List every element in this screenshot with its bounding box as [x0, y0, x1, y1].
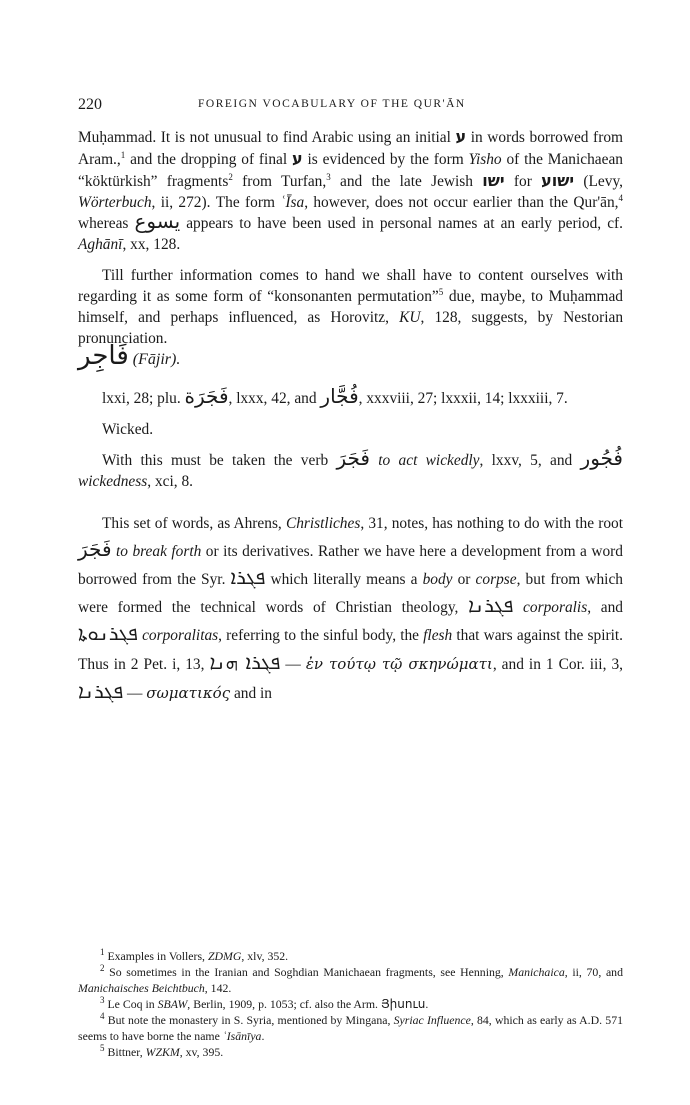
- syriac-word: ܦܓܪܐ: [230, 565, 266, 589]
- greek-word: σωματικός: [146, 684, 231, 702]
- running-header: [78, 96, 623, 126]
- headword-arabic: فَاجِر: [78, 341, 129, 371]
- arabic-word: فُجُور: [580, 446, 623, 470]
- meaning-line: Wicked.: [102, 421, 154, 438]
- footnotes: [78, 948, 623, 1060]
- footnote-ref-4[interactable]: 4: [618, 192, 623, 203]
- entry-headword: [78, 341, 623, 371]
- arabic-word: فَجَرَ: [78, 537, 112, 561]
- footnote-1: $^1$ Examples in Vollers, ZDMG, xlv, 352.: [100, 947, 289, 963]
- arabic-word: فَجَرَ: [336, 446, 370, 470]
- body-text: [78, 126, 623, 708]
- armenian-word: Յիսուս: [380, 997, 426, 1011]
- footnote-2: $^2$ So sometimes in the Iranian and Soghdian Manichaean fragments, see Henning, Manichaica, ii, 70, and Manichaisches Beichtbuch, 142.: [78, 963, 623, 995]
- greek-phrase: ἐν τούτῳ τῷ σκηνώματι: [305, 655, 493, 673]
- page-number: 220: [78, 96, 102, 113]
- paragraph-2: Till further information comes to hand we shall have to content ourselves with regarding it as some form of “konsonanten permutation”$^5$ due, maybe, to Muḥammad himself, and perhaps influenced, as Horovitz, KU, 128, suggests, by Nestorian pronunciation.: [78, 267, 624, 347]
- footnote-ref-1[interactable]: 1: [120, 149, 126, 160]
- hebrew-word: ישוע: [541, 171, 575, 190]
- running-title: FOREIGN VOCABULARY OF THE QUR'ĀN: [198, 98, 466, 110]
- arabic-word: يسوع: [134, 209, 181, 233]
- footnote-3: $^3$ Le Coq in SBAW, Berlin, 1909, p. 1053; cf. also the Arm. Յիսուս.: [100, 995, 429, 1011]
- paragraph-1: Muḥammad. It is not unusual to find Arabic using an initial ע in words borrowed from Aram.,$^1$ and the dropping of final ע is evidenced by the form Yisho of the Manichaean “köktürkish” fragments$^2$ from Turfan,$^3$ and the late Jewish ישו for ישוע (Levy, Wörterbuch, ii, 272). The form ʿĪsa, however, does not occur earlier than the Qur'ān,$^4$ whereas يسوع appears to have been used in personal names at an early period, cf. Aghānī, xx, 128.: [78, 127, 624, 253]
- hebrew-ayin: ע: [455, 127, 467, 146]
- footnote-ref-3[interactable]: 3: [326, 171, 331, 182]
- footnote-4: $^4$ But note the monastery in S. Syria, mentioned by Mingana, Syriac Influence, 84, which as early as A.D. 571 seems to have borne the name ʿIsānīya.: [78, 1011, 623, 1043]
- headword-translit: (Fājir).: [132, 351, 181, 368]
- paragraph-4: With this must be taken the verb فَجَرَ to act wickedly, lxxv, 5, and فُجُور wickedness, xci, 8.: [78, 446, 623, 490]
- footnote-ref-2[interactable]: 2: [228, 171, 233, 182]
- paragraph-3: lxxi, 28; plu. فَجَرَة, lxxx, 42, and فُجَّار, xxxviii, 27; lxxxii, 14; lxxxiii, 7.: [102, 384, 568, 408]
- syriac-word: ܦܓܪܢܐ: [468, 593, 514, 617]
- arabic-word: فَجَرَة: [184, 384, 229, 408]
- footnote-ref-5[interactable]: 5: [438, 286, 444, 297]
- syriac-word: ܦܓܪܢܘܬܐ: [78, 621, 138, 645]
- paragraph-5: This set of words, as Ahrens, Christliches, 31, notes, has nothing to do with the root فَجَرَ to break forth or its derivatives. Rather we have here a development from a word borrowed from the Syr. ܦܓܪܐ which literally means a body or corpse, but from which were formed the technical words of Christian theology, ܦܓܪܢܐ corporalis, and ܦܓܪܢܘܬܐ corporalitas, referring to the sinful body, the flesh that wars against the spirit. Thus in 2 Pet. i, 13, ܦܓܪܐ ܗܢܐ — ἐν τούτῳ τῷ σκηνώματι, and in 1 Cor. iii, 3, ܦܓܪܢܐ — σωματικός and in: [78, 515, 624, 703]
- page: [78, 96, 623, 708]
- footnote-5: $^5$ Bittner, WZKM, xv, 395.: [100, 1043, 224, 1059]
- hebrew-ayin: ע: [292, 149, 303, 168]
- syriac-word: ܦܓܪܢܐ: [78, 679, 124, 703]
- hebrew-word: ישו: [482, 171, 505, 190]
- arabic-word: فُجَّار: [320, 384, 359, 408]
- syriac-phrase: ܦܓܪܐ ܗܢܐ: [209, 650, 281, 674]
